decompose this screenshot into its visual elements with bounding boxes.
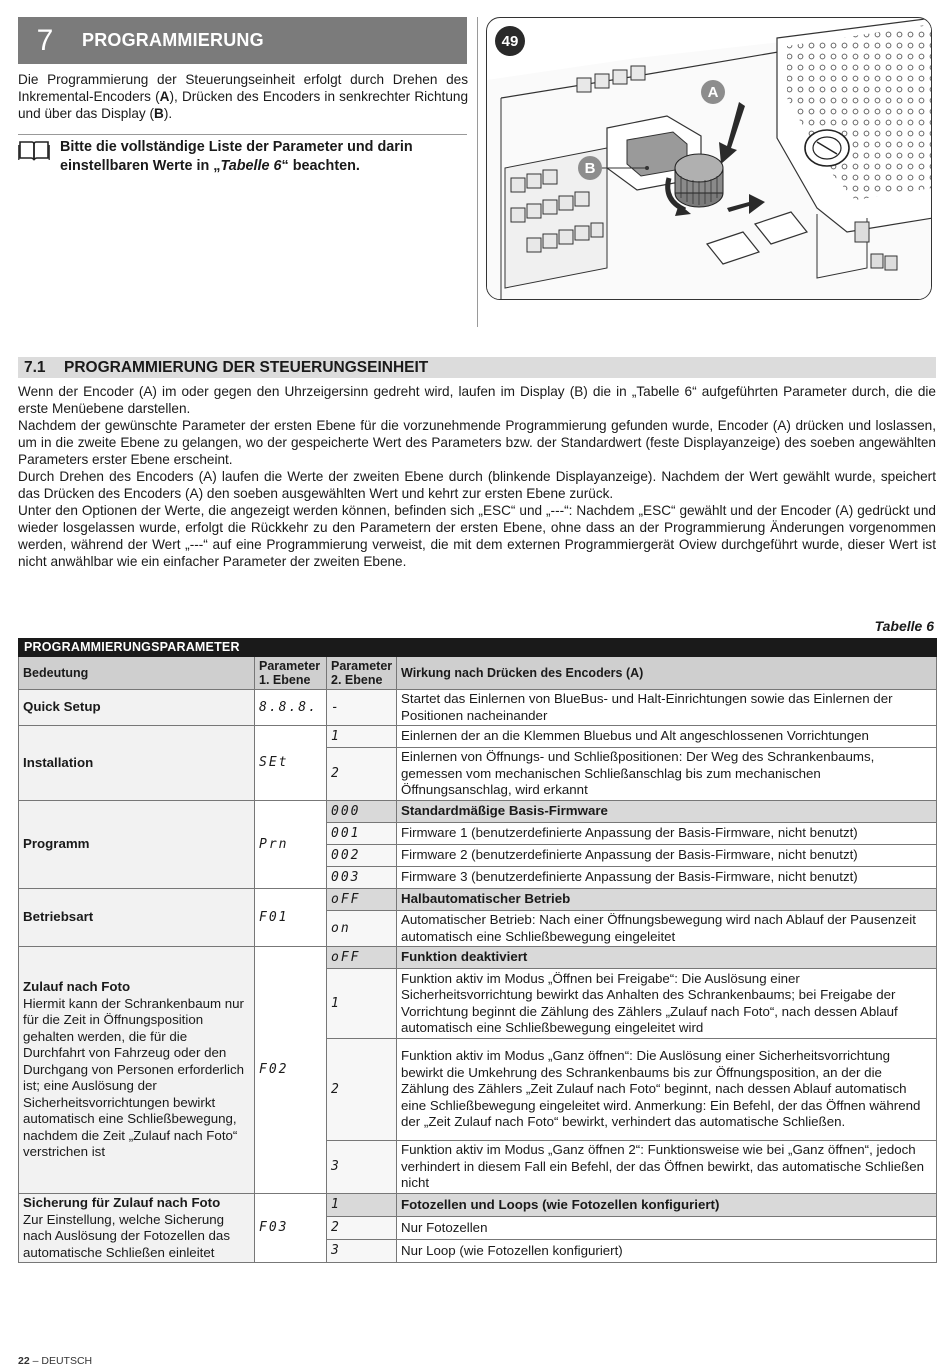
parameter-effect: Nur Loop (wie Fotozellen konfiguriert) [397,1240,937,1263]
header-level2: Parameter 2. Ebene [327,657,397,690]
table-caption: Tabelle 6 [874,618,934,634]
parameter-level2-value [327,845,397,867]
subsection-header [18,357,936,378]
display-value: 2 [331,1081,341,1097]
display-value: 2 [331,766,341,782]
intro-ref-a: A [159,89,170,104]
parameter-meaning [19,801,255,889]
parameter-level2-value [327,867,397,889]
table-row [19,801,937,823]
parameter-effect: Einlernen von Öffnungs- und Schließpositionen: Der Weg des Schrankenbaums, gemessen vom mechanischen Schließanschlag bis zum mechanischen Öffnungsanschlag, wird erkannt [397,748,937,801]
table-title: PROGRAMMIERUNGSPARAMETER [19,639,937,657]
display-value: oFF [331,891,361,907]
note-text [60,138,466,176]
parameter-meaning [19,889,255,947]
section-title: PROGRAMMIERUNG [82,30,264,50]
parameter-name: Installation [23,754,94,770]
subsection-number: 7.1 [24,358,46,376]
parameter-effect: Funktion deaktiviert [397,947,937,969]
page-number: 22 [18,1355,30,1367]
parameter-name: Betriebsart [23,909,94,925]
display-code: F02 [259,1062,289,1078]
parameter-effect: Einlernen der an die Klemmen Bluebus und Alt angeschlossenen Vorrichtungen [397,726,937,748]
parameter-description: Hiermit kann der Schrankenbaum nur für die Zeit in Öffnungsposition gehalten werden, die für die Durchfahrt von Fahrzeug oder den Durchgang von Personen erforderlich ist; eine Auslösung der Sicherheitsvorrichtungen bewirkt automatisch eine Schließbewegung, nachdem die Zeit „Zulauf nach Foto“ verstrichen ist [23,995,245,1160]
body-paragraph: Wenn der Encoder (A) im oder gegen den Uhrzeigersinn gedreht wird, laufen im Display (B) die in „Tabelle 6“ aufgeführten Parameter durch, die die erste Menüebene darstellen. [18,384,936,416]
header-level1: Parameter 1. Ebene [255,657,327,690]
header-effect: Wirkung nach Drücken des Encoders (A) [397,657,937,690]
section-number: 7 [36,23,54,57]
subsection-body [18,383,936,570]
parameter-meaning [19,690,255,726]
display-value: on [331,920,351,936]
table-row [19,1194,937,1217]
note-part: Bitte die vollständige Liste der Parameter und darin einstellbaren Werte in „ [60,139,413,174]
parameter-meaning [19,947,255,1194]
display-code: SEt [259,755,289,771]
intro-text: ), Drücken des Encoders in senkrechter Richtung und über das Display ( [18,89,468,121]
parameter-effect: Fotozellen und Loops (wie Fotozellen konfiguriert) [397,1194,937,1217]
parameter-meaning [19,1194,255,1263]
display-value: 1 [331,995,341,1011]
parameter-name: Zulauf nach Foto [23,979,131,995]
display-code: Prn [259,836,289,852]
parameter-effect: Standardmäßige Basis-Firmware [397,801,937,823]
table-row [19,690,937,726]
display-value: 001 [331,825,361,841]
parameter-level2-value [327,801,397,823]
parameter-meaning [19,726,255,801]
parameter-level2-value [327,1141,397,1194]
body-paragraph: Nachdem der gewünschte Parameter der ersten Ebene für die vorzunehmende Programmierung gefunden wurde, Encoder (A) drücken und loslassen, um in die zweite Ebene zu gelangen, wo der gespeicherte Wert des Parameters bzw. der Standardwert (feste Displayanzeige) des soeben angewählten Parameters erster Ebene erscheint. [18,418,936,467]
intro-text: ). [163,106,173,121]
parameter-effect: Funktion aktiv im Modus „Ganz öffnen 2“: Funktionsweise wie bei „Ganz öffnen“, jedoch verhindert in diesem Fall ein Befehl, der das Öffnen bewirkt, das automatische Schließen nicht [397,1141,937,1194]
body-paragraph: Unter den Optionen der Werte, die angezeigt werden können, befinden sich „ESC“ und „---“: Nachdem „ESC“ gewählt und der Encoder (A) gedrückt und wieder losgelassen wurde, erfolgt die Rückkehr zu den Parametern der ersten Ebene, ohne dass an der Programmierung Änderungen vorgenommen werden, während der Wert „---“ auf eine Programmierung verweist, die mit dem externen Programmiergerät Oview durchgeführt wurde, dieser Wert ist nicht anwählbar wie ein einfacher Parameter der zweiten Ebene. [18,503,936,569]
parameter-level2-value [327,1194,397,1217]
table-row [19,726,937,748]
parameter-level2-value [327,969,397,1039]
display-value: 002 [331,847,361,863]
parameter-level2-value [327,823,397,845]
display-code: 8.8.8. [259,699,318,715]
parameter-effect: Halbautomatischer Betrieb [397,889,937,911]
body-paragraph: Durch Drehen des Encoders (A) laufen die Werte der zweiten Ebene durch (blinkende Displayanzeige). Nachdem der Wert gewählt wurde, speichert das Drücken des Encoders (A) den soeben ausgewählten Wert und kehrt zur ersten Ebene zurück. [18,469,936,501]
display-value: 3 [331,1243,341,1259]
book-icon [18,138,50,162]
parameter-level1-code [255,726,327,801]
footer-separator: – [29,1355,42,1367]
parameter-level1-code [255,1194,327,1263]
parameter-description: Zur Einstellung, welche Sicherung nach Auslösung der Fotozellen das automatische Schließen einleitet [23,1211,230,1260]
display-value: 003 [331,869,361,885]
parameter-name: Quick Setup [23,699,101,715]
intro-paragraph [18,71,468,122]
parameter-level2-value [327,748,397,801]
note-table-ref: Tabelle 6 [220,158,282,174]
parameter-level2-value [327,1217,397,1240]
display-value: 3 [331,1159,341,1175]
parameter-effect: Automatischer Betrieb: Nach einer Öffnungsbewegung wird nach Ablauf der Pausenzeit automatisch eine Schließbewegung eingeleitet [397,911,937,947]
parameter-level2-value [327,690,397,726]
control-unit-illustration [487,18,932,300]
intro-text: Die Programmierung der Steuerungseinheit erfolgt durch Drehen des Inkremental-Encoders ( [18,72,468,104]
parameter-effect: Funktion aktiv im Modus „Ganz öffnen“: Die Auslösung einer Sicherheitsvorrichtung bewirkt die Umkehrung des Schrankenbaums bis zur Öffnungsposition, an der die Zählung des Zählers „Zeit Zulauf nach Foto“ beginnt, nach dessen Ablauf automatisch eine Schließbewegung eingeleitet wird. Anmerkung: Ein Befehl, der das Öffnen während der „Zeit Zulauf nach Foto“ bewirkt, verhindert das automatische Schließen. [397,1039,937,1141]
parameter-level1-code [255,690,327,726]
display-code: F01 [259,909,289,925]
table-row [19,889,937,911]
page-footer [18,1355,92,1367]
display-code: F03 [259,1220,289,1236]
parameter-level1-code [255,801,327,889]
display-value: 1 [331,1197,341,1213]
parameter-effect: Firmware 2 (benutzerdefinierte Anpassung der Basis-Firmware, nicht benutzt) [397,845,937,867]
note-divider [18,134,467,135]
parameter-level2-value [327,1039,397,1141]
parameter-level2-value [327,947,397,969]
section-header [18,17,467,64]
figure-control-unit [486,17,932,300]
parameter-level1-code [255,889,327,947]
display-value: 1 [331,728,341,744]
display-value: 2 [331,1220,341,1236]
parameter-level2-value [327,726,397,748]
parameter-name: Sicherung für Zulauf nach Foto [23,1195,221,1210]
parameter-effect: Firmware 1 (benutzerdefinierte Anpassung der Basis-Firmware, nicht benutzt) [397,823,937,845]
parameter-effect: Nur Fotozellen [397,1217,937,1240]
parameter-effect: Firmware 3 (benutzerdefinierte Anpassung der Basis-Firmware, nicht benutzt) [397,867,937,889]
column-separator [477,17,478,327]
figure-label-b: B [578,156,602,180]
header-meaning: Bedeutung [19,657,255,690]
footer-language: DEUTSCH [41,1355,93,1367]
note-part: “ beachten. [281,158,360,174]
intro-ref-b: B [154,106,164,121]
parameter-level2-value [327,889,397,911]
parameter-level2-value [327,911,397,947]
figure-number-badge: 49 [495,26,525,56]
table-body [19,690,937,1263]
display-value: - [331,699,341,715]
display-value: 000 [331,803,361,819]
parameter-table [18,638,937,1263]
parameter-level1-code [255,947,327,1194]
subsection-title: PROGRAMMIERUNG DER STEUERUNGSEINHEIT [64,358,429,376]
display-value: oFF [331,949,361,965]
parameter-effect: Funktion aktiv im Modus „Öffnen bei Freigabe“: Die Auslösung einer Sicherheitsvorrichtung bewirkt das Anhalten des Schrankenbaums; bei Freigabe der Vorrichtung beginnt die Zählung des Zählers „Zulauf nach Foto“, nach dessen Ablauf automatisch eine Schließbewegung eingeleitet wird [397,969,937,1039]
parameter-name: Programm [23,836,90,852]
figure-label-a: A [701,80,725,104]
parameter-effect: Startet das Einlernen von BlueBus- und Halt-Einrichtungen sowie das Einlernen der Positionen nacheinander [397,690,937,726]
table-row [19,947,937,969]
parameter-level2-value [327,1240,397,1263]
